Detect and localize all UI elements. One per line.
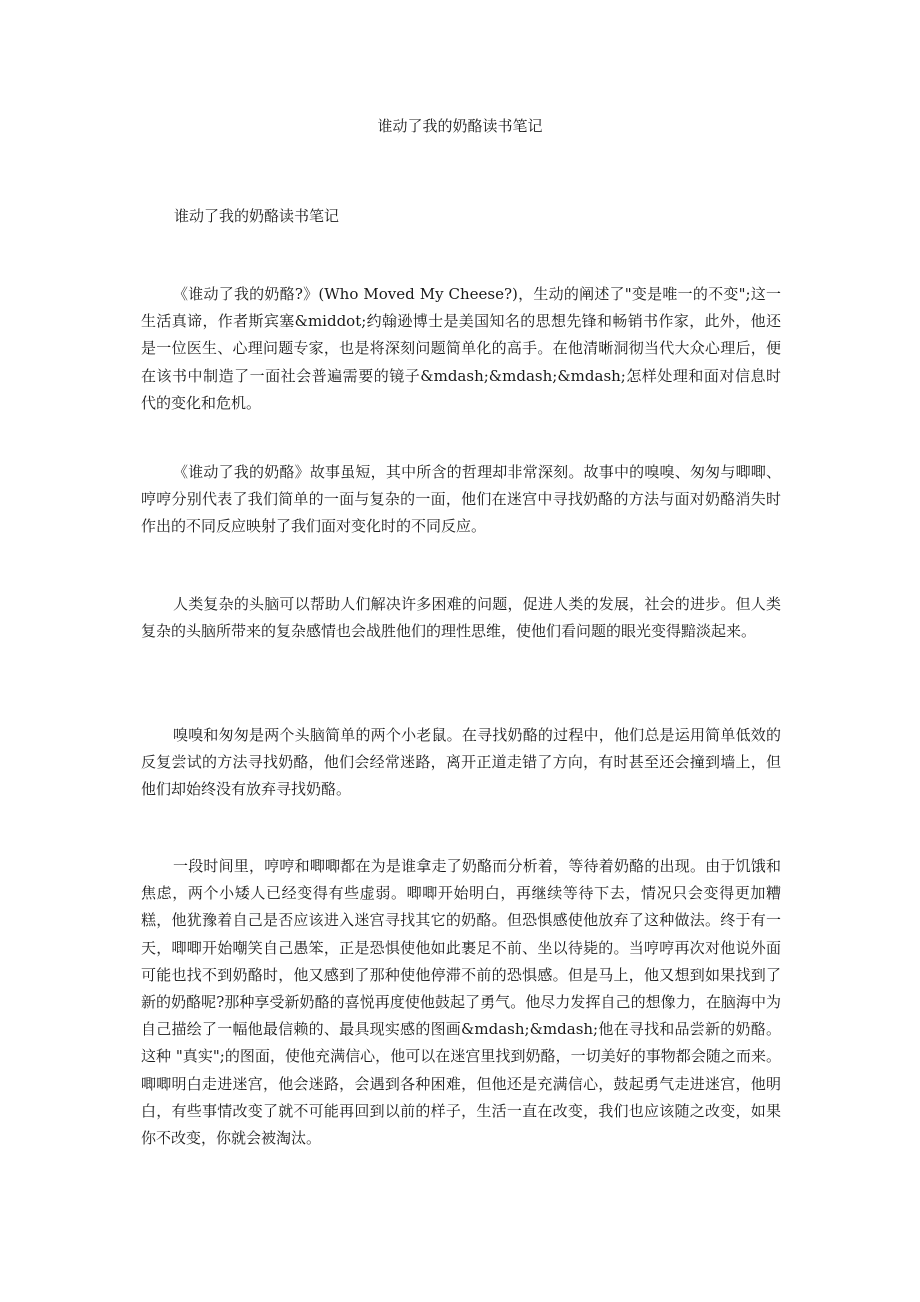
paragraph: 人类复杂的头脑可以帮助人们解决许多困难的问题，促进人类的发展，社会的进步。但人类复杂的头脑所带来的复杂感情也会战胜他们的理性思维，使他们看问题的眼光变得黯淡起来。 [141, 595, 781, 641]
paragraph: 一段时间里，哼哼和唧唧都在为是谁拿走了奶酪而分析着，等待着奶酪的出现。由于饥饿和焦虑，两个小矮人已经变得有些虚弱。唧唧开始明白，再继续等待下去，情况只会变得更加糟糕，他犹豫着自己是否应该进入迷宫寻找其它的奶酪。但恐惧感使他放弃了这种做法。终于有一天，唧唧开始嘲笑自己愚笨，正是恐惧使他如此裹足不前、坐以待毙的。当哼哼再次对他说外面可能也找不到奶酪时，他又感到了那种使他停滞不前的恐惧感。但是马上，他又想到如果找到了新的奶酪呢?那种享受新奶酪的喜悦再度使他鼓起了勇气。他尽力发挥自己的想像力，在脑海中为自己描绘了一幅他最信赖的、最具现实感的图画&mdash;&mdash;他在寻找和品尝新的奶酪。这种 "真实";的图面，使他充满信心，他可以在迷宫里找到奶酪，一切美好的事物都会随之而来。唧唧明白走进迷宫，他会迷路，会遇到各种困难，但他还是充满信心，鼓起勇气走进迷宫，他明白，有些事情改变了就不可能再回到以前的样子，生活一直在改变，我们也应该随之改变，如果你不改变，你就会被淘汰。 [141, 857, 781, 1148]
paragraph: 《谁动了我的奶酪》故事虽短，其中所含的哲理却非常深刻。故事中的嗅嗅、匆匆与唧唧、哼哼分别代表了我们简单的一面与复杂的一面，他们在迷宫中寻找奶酪的方法与面对奶酪消失时作出的不同反应映射了我们面对变化时的不同反应。 [141, 463, 781, 536]
paragraph: 《谁动了我的奶酪?》(Who Moved My Cheese?)，生动的阐述了"变是唯一的不变";这一生活真谛，作者斯宾塞&middot;约翰逊博士是美国知名的思想先锋和畅销书作家，此外，他还是一位医生、心理问题专家，也是将深刻问题简单化的高手。在他清晰洞彻当代大众心理后，便在该书中制造了一面社会普遍需要的镜子&mdash;&mdash;&mdash;怎样处理和面对信息时代的变化和危机。 [141, 285, 781, 412]
document-title: 谁动了我的奶酪读书笔记 [377, 117, 543, 135]
document-subtitle: 谁动了我的奶酪读书笔记 [174, 207, 340, 225]
paragraph: 嗅嗅和匆匆是两个头脑简单的两个小老鼠。在寻找奶酪的过程中，他们总是运用简单低效的反复尝试的方法寻找奶酪，他们会经常迷路，离开正道走错了方向，有时甚至还会撞到墙上，但他们却始终没有放弃寻找奶酪。 [141, 726, 781, 799]
